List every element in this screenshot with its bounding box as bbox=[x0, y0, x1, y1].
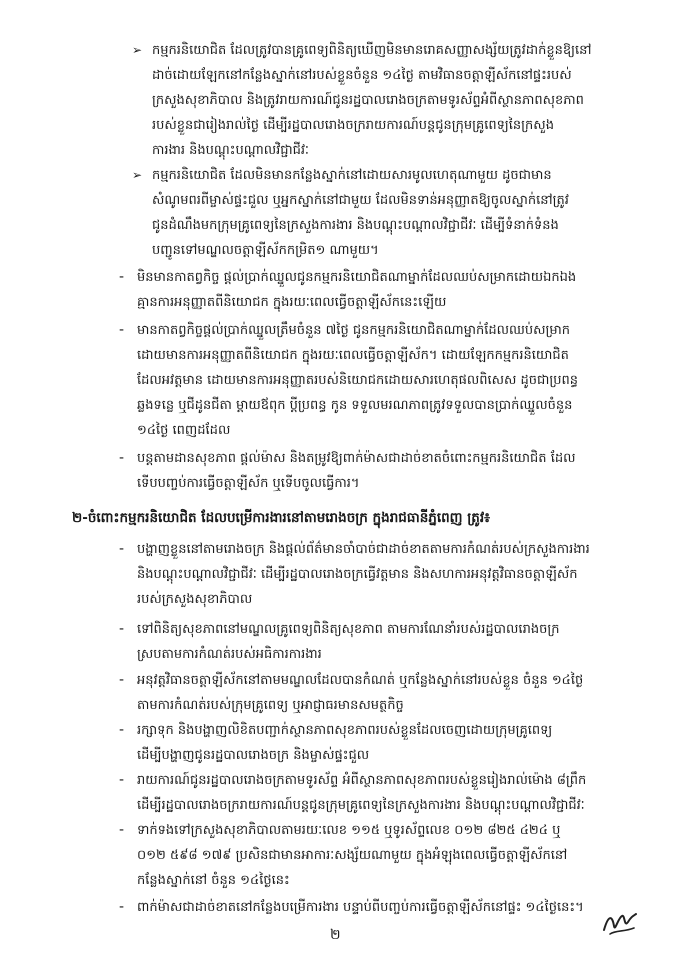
dash-bullet-marker: - bbox=[119, 541, 125, 557]
text-line: មិនមានកាតព្វកិច្ច ផ្ដល់ប្រាក់ឈ្នួលជូនកម្មករនិយោជិតណាម្នាក់ដែលឈប់សម្រាកដោយឯកឯង bbox=[137, 270, 577, 285]
text-line: មានកាតព្វកិច្ចផ្ដល់ប្រាក់ឈ្នួលត្រឹមចំនួន ៧ថ្ងៃ ជូនកម្មករនិយោជិតណាម្នាក់ដែលឈប់សម្រាក bbox=[137, 323, 570, 338]
dash-bullet-marker: - bbox=[119, 269, 125, 285]
dash-bullet-paragraph bbox=[137, 895, 652, 920]
dash-bullet-marker: - bbox=[119, 322, 125, 338]
text-line: ០១២ ៥៩៨ ១៧៩ ប្រសិនជាមានអាការៈសង្ស័យណាមួយ ក្នុងអំឡុងពេលធ្វើចត្តាឡីស័កនៅ bbox=[137, 848, 568, 863]
dash-bullet-marker: - bbox=[119, 822, 125, 838]
text-line: ១៤ថ្ងៃ ពេញដដែល bbox=[137, 423, 231, 438]
dash-bullet-marker: - bbox=[119, 899, 125, 915]
text-line: ពាក់ម៉ាសជាដាច់ខាតនៅកន្លែងបម្រើការងារ បន្ទាប់ពីបញ្ចប់ការធ្វើចត្តាឡីស័កនៅផ្ទះ ១៤ថ្ងៃនេះ។ bbox=[137, 900, 584, 915]
dash-bullet-marker: - bbox=[119, 450, 125, 466]
text-line: បន្តតាមដានសុខភាព ផ្ដល់ម៉ាស និងតម្រូវឱ្យពាក់ម៉ាសជាដាច់ខាតចំពោះកម្មករនិយោជិត ដែល bbox=[137, 451, 576, 466]
text-line: បង្ហាញខ្លួននៅតាមរោងចក្រ និងផ្ដល់ព័ត៌មានចាំបាច់ជាដាច់ខាតតាមការកំណត់របស់ក្រសួងការងារ bbox=[137, 542, 590, 557]
text-line: របស់ក្រសួងសុខាភិបាល bbox=[137, 592, 253, 607]
text-line: របស់ខ្លួនជារៀងរាល់ថ្ងៃ ដើម្បីរដ្ឋបាលរោងចក្ររាយការណ៍បន្តជូនក្រុមគ្រូពេទ្យនៃក្រសួង bbox=[152, 118, 554, 133]
text-line: កន្លែងស្នាក់នៅ ចំនួន ១៤ថ្ងៃនេះ bbox=[137, 873, 290, 888]
text-line: ដោយមានការអនុញ្ញាតពីនិយោជក ក្នុងរយៈពេលធ្វើចត្តាឡីស័ក។ ដោយឡែកកម្មករនិយោជិត bbox=[137, 348, 569, 363]
text-line: តាមការកំណត់របស់ក្រុមគ្រូពេទ្យ ឬអាជ្ញាធរមានសមត្ថកិច្ច bbox=[137, 698, 404, 713]
dash-bullet-paragraph bbox=[137, 617, 652, 667]
text-line: សំណូមពរពីម្ចាស់ផ្ទះជួល ឬអ្នកស្នាក់នៅជាមួយ ដែលមិនទាន់អនុញ្ញាតឱ្យចូលស្នាក់នៅត្រូវ bbox=[152, 193, 569, 208]
arrow-bullet-marker: ➢ bbox=[132, 168, 143, 182]
dash-bullet-paragraph bbox=[137, 318, 652, 443]
text-line: រាយការណ៍ជូនរដ្ឋបាលរោងចក្រតាមទូរស័ព្ទ អំពីស្ថានភាពសុខភាពរបស់ខ្លួនរៀងរាល់ម៉ោង ៨ព្រឹក bbox=[137, 773, 587, 788]
text-line: បញ្ជូនទៅមណ្ឌលចត្តាឡីស័កកម្រិត១ ណាមួយ។ bbox=[152, 243, 379, 258]
text-line: ដែលអវត្តមាន ដោយមានការអនុញ្ញាតរបស់និយោជកដោយសារហេតុផលពិសេស ដូចជាប្រពន្ធ bbox=[137, 373, 578, 388]
text-line: ការងារ និងបណ្ដុះបណ្ដាលវិជ្ជាជីវៈ bbox=[152, 143, 309, 158]
dash-bullet-paragraph bbox=[137, 718, 652, 768]
dash-bullet-paragraph bbox=[137, 818, 652, 893]
text-line: ឆ្លងទន្លេ ឬជីដូនជីតា ម្ដាយឪពុក ប្ដីប្រពន្ធ កូន ទទួលមរណភាពត្រូវទទួលបានប្រាក់ឈ្នួលចំនួន bbox=[137, 398, 573, 413]
sub-bullet-paragraph bbox=[152, 38, 652, 163]
dash-bullet-marker: - bbox=[119, 722, 125, 738]
text-line: ជូនដំណឹងមកក្រុមគ្រូពេទ្យនៃក្រសួងការងារ និងបណ្ដុះបណ្ដាលវិជ្ជាជីវៈ ដើម្បីទំនាក់ទំនង bbox=[152, 218, 559, 233]
dash-bullet-paragraph bbox=[137, 537, 652, 612]
text-line: ទៅពិនិត្យសុខភាពនៅមណ្ឌលគ្រូពេទ្យពិនិត្យសុខភាព តាមការណែនាំរបស់រដ្ឋបាលរោងចក្រ bbox=[137, 622, 560, 637]
page-number: ២ bbox=[330, 927, 341, 943]
text-line: ទើបបញ្ចប់ការធ្វើចត្តាឡីស័ក ឬទើបចូលធ្វើការ។ bbox=[137, 476, 360, 491]
initials-signature-icon bbox=[600, 908, 640, 938]
text-line: កម្មករនិយោជិត ដែលមិនមានកន្លែងស្នាក់នៅដោយសារមូលហេតុណាមួយ ដូចជាមាន bbox=[152, 168, 552, 183]
dash-bullet-paragraph bbox=[137, 668, 652, 718]
dash-bullet-marker: - bbox=[119, 772, 125, 788]
text-line: គ្មានការអនុញ្ញាតពីនិយោជក ក្នុងរយៈពេលធ្វើចត្តាឡីស័កនេះឡើយ bbox=[137, 295, 447, 310]
dash-bullet-marker: - bbox=[119, 621, 125, 637]
text-line: ទាក់ទងទៅក្រសួងសុខាភិបាលតាមរយៈលេខ ១១៥ ឬទូរស័ព្ទលេខ ០១២ ៨២៥ ៤២៤ ឬ bbox=[137, 823, 561, 838]
text-line: និងបណ្ដុះបណ្ដាលវិជ្ជាជីវៈ ដើម្បីរដ្ឋបាលរោងចក្រធ្វើវត្តមាន និងសហការអនុវត្តវិធានចត្តាឡីស័ក bbox=[137, 567, 578, 582]
text-line: ដាច់ដោយឡែកនៅកន្លែងស្នាក់នៅរបស់ខ្លួនចំនួន ១៤ថ្ងៃ តាមវិធានចត្តាឡីស័កនៅផ្ទះរបស់ bbox=[152, 68, 572, 83]
text-line: រក្សាទុក និងបង្ហាញលិខិតបញ្ជាក់ស្ថានភាពសុខភាពរបស់ខ្លួនដែលចេញដោយក្រុមគ្រូពេទ្យ bbox=[137, 723, 553, 738]
text-line: ដើម្បីរដ្ឋបាលរោងចក្ររាយការណ៍បន្តជូនក្រុមគ្រូពេទ្យនៃក្រសួងការងារ និងបណ្ដុះបណ្ដាលវិជ្ជាជីវៈ bbox=[137, 798, 585, 813]
dash-bullet-marker: - bbox=[119, 672, 125, 688]
text-line: អនុវត្តវិធានចត្តាឡីស័កនៅតាមមណ្ឌលដែលបានកំណត់ ឬកន្លែងស្នាក់នៅរបស់ខ្លួន ចំនួន ១៤ថ្ងៃ bbox=[137, 673, 584, 688]
sub-bullet-paragraph bbox=[152, 163, 652, 263]
section-heading: ២-ចំពោះកម្មករនិយោជិត ដែលបម្រើការងារនៅតាមរោងចក្រ ក្នុងរាជធានីភ្នំពេញ ត្រូវ៖ bbox=[72, 510, 491, 526]
text-line: ក្រសួងសុខាភិបាល និងត្រូវរាយការណ៍ជូនរដ្ឋបាលរោងចក្រតាមទូរស័ព្ទអំពីស្ថានភាពសុខភាព bbox=[152, 93, 584, 108]
arrow-bullet-marker: ➢ bbox=[132, 43, 143, 57]
text-line: ដើម្បីបង្ហាញជូនរដ្ឋបាលរោងចក្រ និងម្ចាស់ផ្ទះជួល bbox=[137, 748, 370, 763]
text-line: កម្មករនិយោជិត ដែលត្រូវបានគ្រូពេទ្យពិនិត្យឃើញមិនមានរោគសញ្ញាសង្ស័យត្រូវដាក់ខ្លួនឱ្យនៅ bbox=[152, 43, 592, 58]
text-line: ស្របតាមការកំណត់របស់អធិការការងារ bbox=[137, 647, 322, 662]
dash-bullet-paragraph bbox=[137, 265, 652, 315]
dash-bullet-paragraph bbox=[137, 446, 652, 496]
dash-bullet-paragraph bbox=[137, 768, 652, 818]
